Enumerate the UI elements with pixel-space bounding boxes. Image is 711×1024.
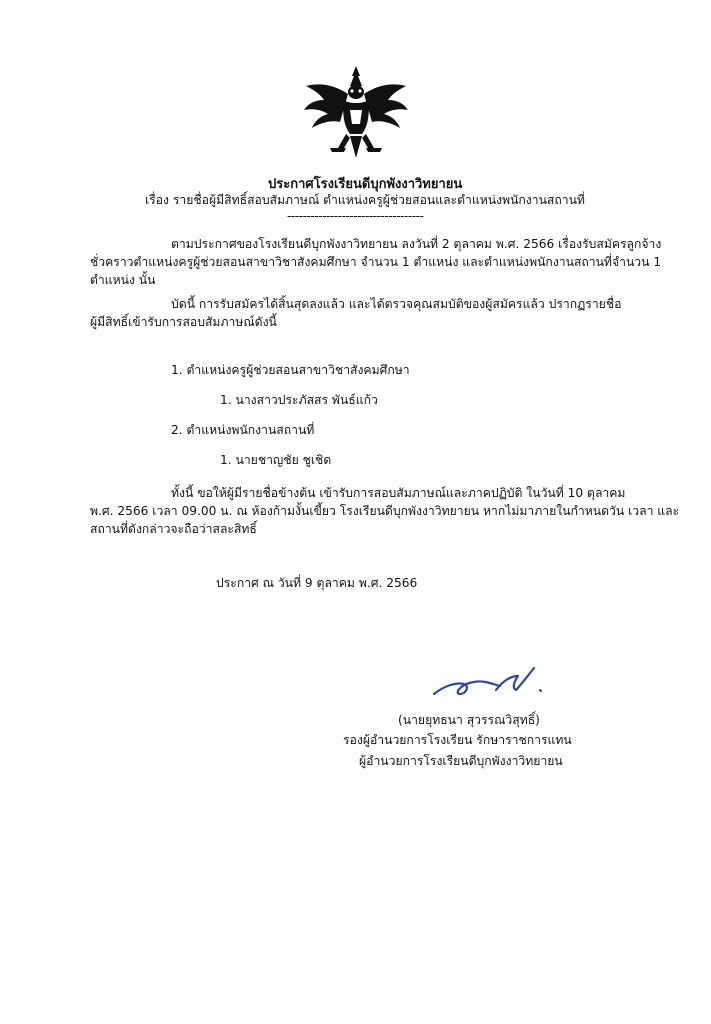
paragraph-2-line-2: ผู้มีสิทธิ์เข้ารับการสอบสัมภาษณ์ดังนี้: [90, 315, 277, 329]
list-item-position-1: 1. ตำแหน่งครูผู้ช่วยสอนสาขาวิชาสังคมศึกษา: [171, 363, 410, 377]
list-item-candidate-1: 1. นางสาวประภัสสร พันธ์แก้ว: [220, 393, 378, 407]
announcement-title: ประกาศโรงเรียนดีบุกพังงาวิทยายน: [268, 177, 463, 192]
paragraph-1-line-3: ตำแหน่ง นั้น: [90, 273, 156, 287]
closing-line-1: ทั้งนี้ ขอให้ผู้มีรายชื่อข้างต้น เข้ารับการสอบสัมภาษณ์และภาคปฏิบัติ ในวันที่ 10 ตุลาคม: [171, 486, 626, 500]
list-item-position-2: 2. ตำแหน่งพนักงานสถานที่: [171, 423, 315, 437]
list-item-candidate-2: 1. นายชาญชัย ชูเชิด: [220, 453, 332, 467]
signer-title-line-2: ผู้อำนวยการโรงเรียนดีบุกพังงาวิทยายน: [359, 754, 563, 768]
announcement-subject: เรื่อง รายชื่อผู้มีสิทธิ์สอบสัมภาษณ์ ตำแหน่งครูผู้ช่วยสอนและตำแหน่งพนักงานสถานที่: [145, 193, 585, 207]
signer-title-line-1: รองผู้อำนวยการโรงเรียน รักษาราชการแทน: [343, 733, 572, 747]
signer-name: (นายยุทธนา สุวรรณวิสุทธิ์): [398, 713, 540, 727]
closing-line-2: พ.ศ. 2566 เวลา 09.00 น. ณ ห้องก้ามงั้นเขี้ยว โรงเรียนดีบุกพังงาวิทยายน หากไม่มาภายในกำหนดวัน เวลา และ: [90, 504, 680, 518]
paragraph-1-line-1: ตามประกาศของโรงเรียนดีบุกพังงาวิทยายน ลงวันที่ 2 ตุลาคม พ.ศ. 2566 เรื่องรับสมัครลูกจ้าง: [171, 237, 662, 251]
announcement-date: ประกาศ ณ วันที่ 9 ตุลาคม พ.ศ. 2566: [216, 576, 418, 590]
paragraph-1-line-2: ชั่วคราวตำแหน่งครูผู้ช่วยสอนสาขาวิชาสังคมศึกษา จำนวน 1 ตำแหน่ง และตำแหน่งพนักงานสถานที่จำนวน 1: [90, 255, 662, 269]
handwritten-signature: [430, 660, 550, 704]
closing-line-3: สถานที่ดังกล่าวจะถือว่าสละสิทธิ์: [90, 522, 257, 536]
paragraph-2-line-1: บัดนี้ การรับสมัครได้สิ้นสุดลงแล้ว และได้ตรวจคุณสมบัติของผู้สมัครแล้ว ปรากฏรายชื่อ: [171, 297, 622, 311]
divider: -----------------------------------: [287, 209, 424, 223]
garuda-emblem-icon: [300, 64, 412, 160]
